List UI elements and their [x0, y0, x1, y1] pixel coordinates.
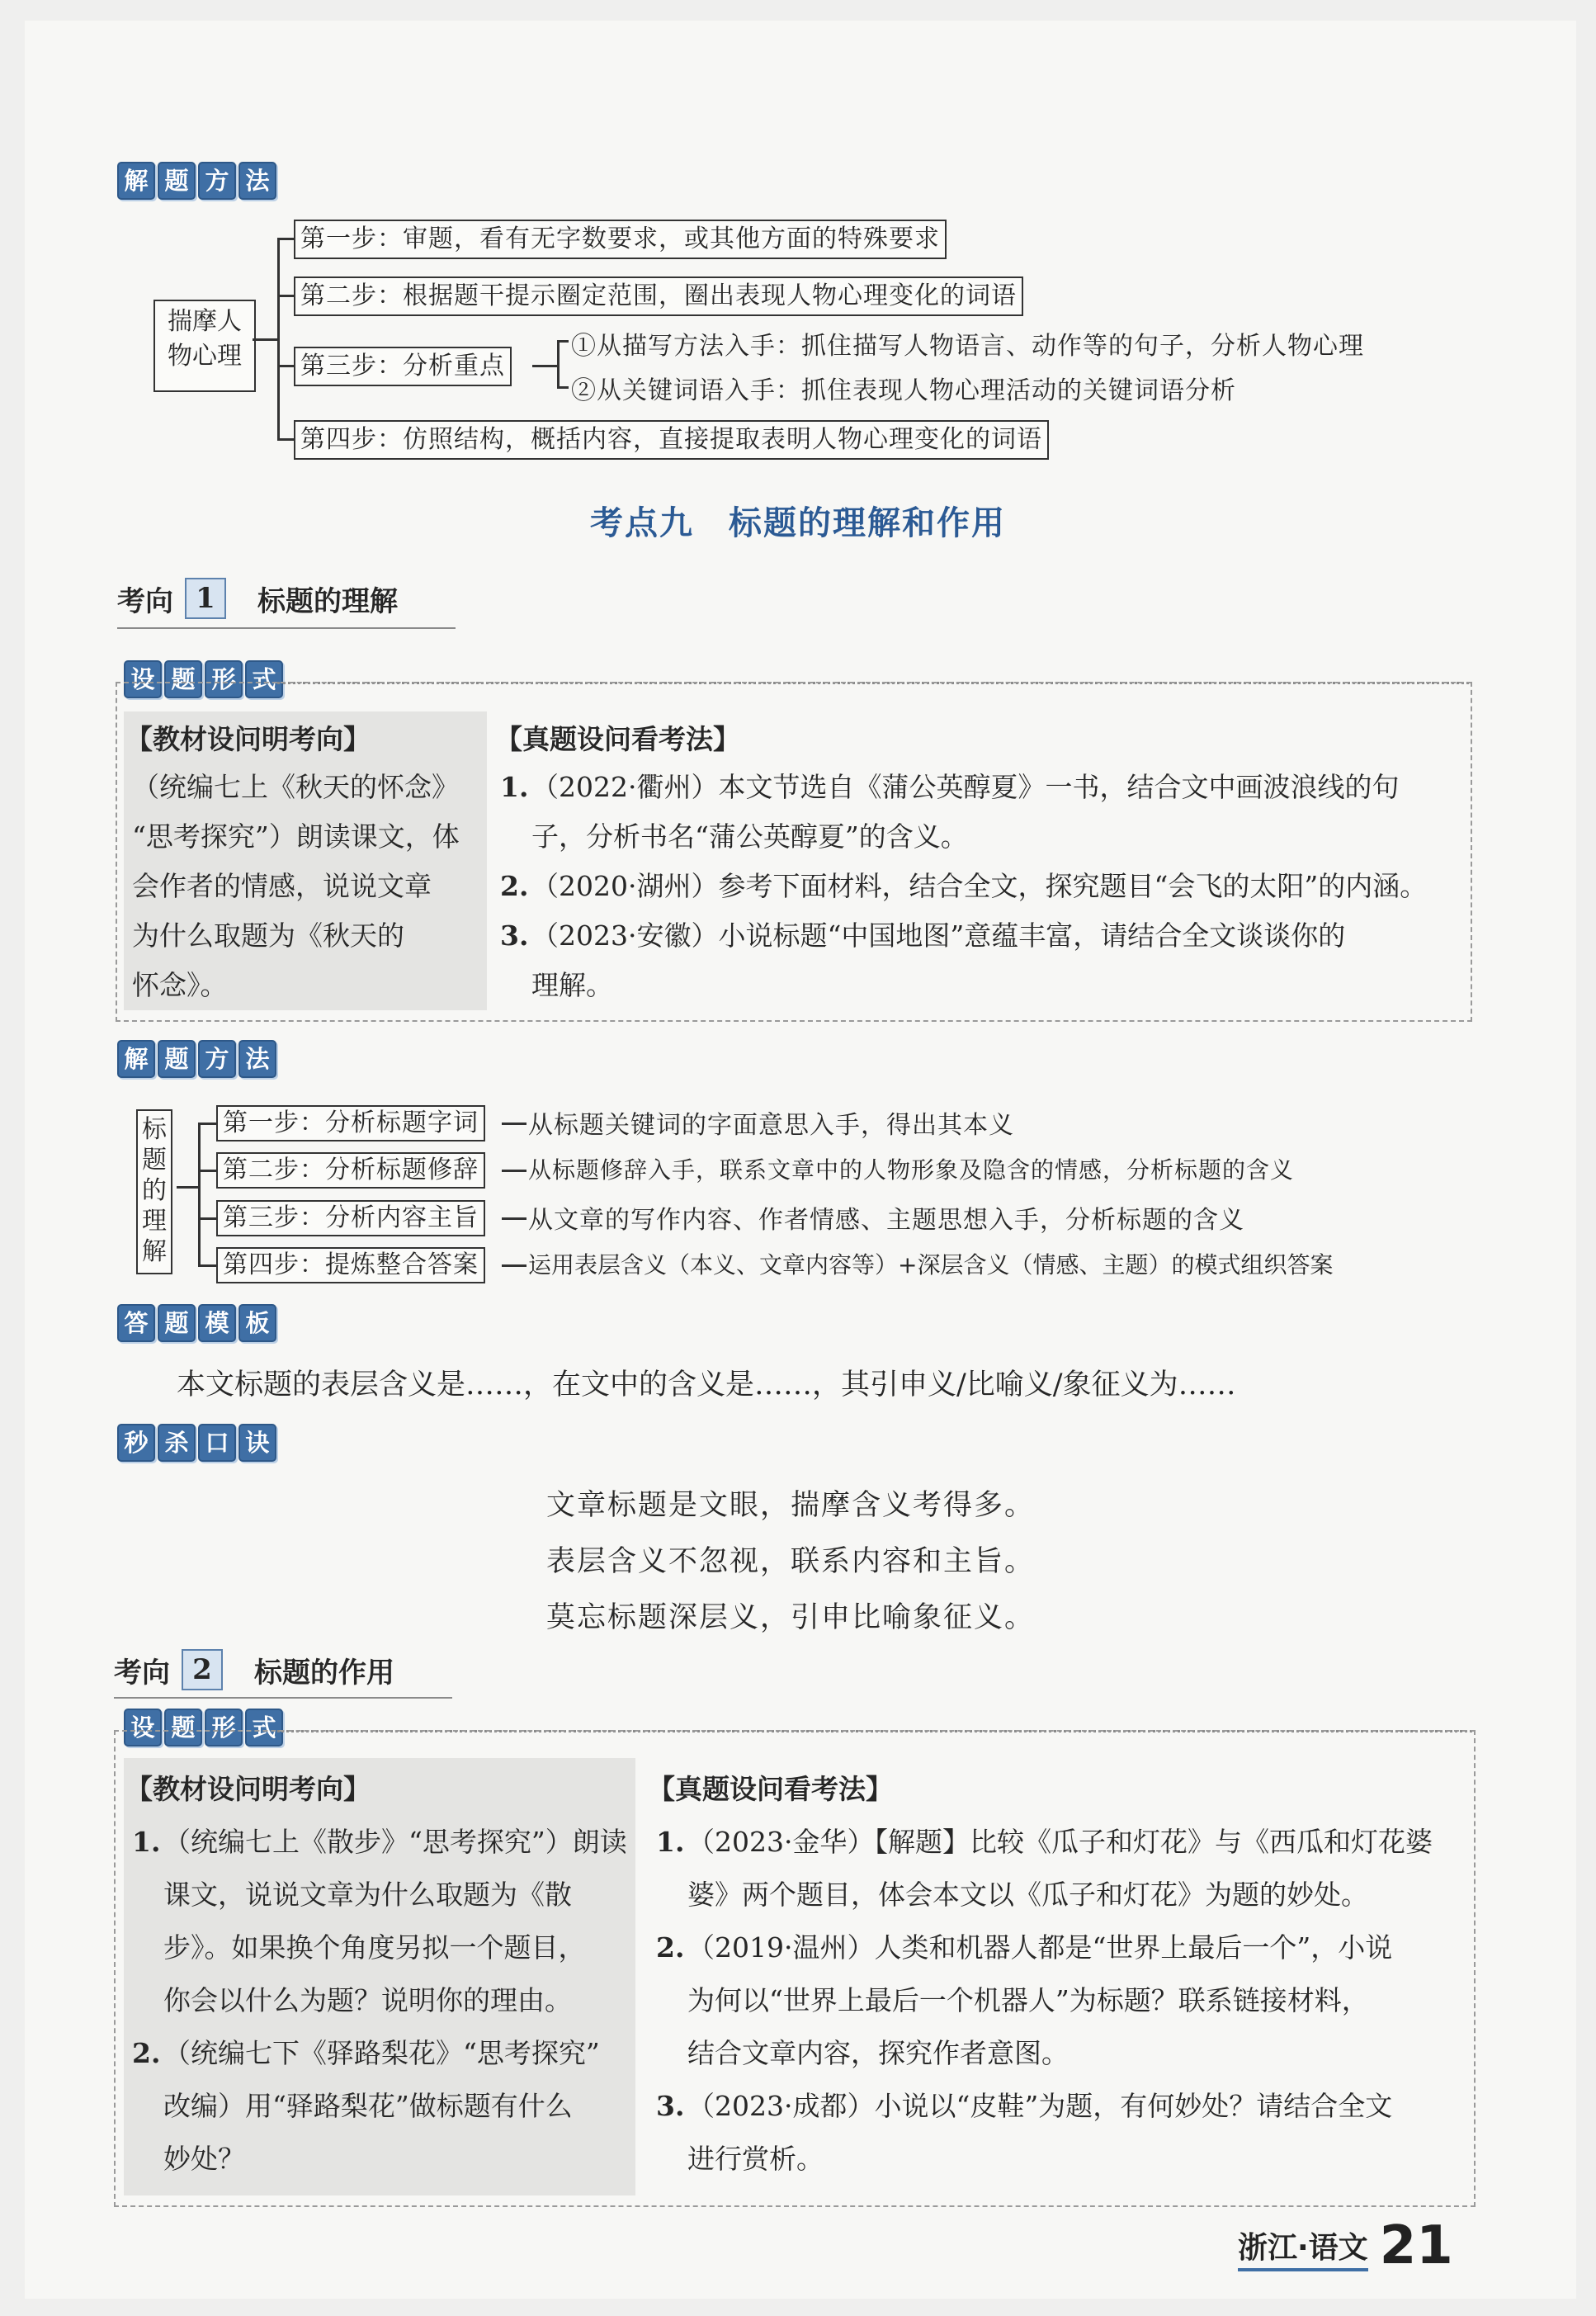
item-number: 2. [656, 1931, 685, 1964]
mind-map-step-desc: 从文章的写作内容、作者情感、主题思想入手，分析标题的含义 [528, 1206, 1244, 1235]
text-line: 妙处？ [163, 2143, 245, 2175]
exam-question-item [656, 1921, 1469, 2080]
badge-char: 题 [164, 1709, 202, 1746]
text-line: 怀念》。 [132, 969, 228, 1001]
text-line: （统编七上《散步》“思考探究”）朗读 [163, 1826, 627, 1858]
footer-subject: 浙江·语文 [1238, 2224, 1368, 2271]
kaoxiang-1-heading [117, 578, 398, 619]
badge-char: 形 [205, 660, 243, 698]
verse-line: 表层含义不忽视，联系内容和主旨。 [546, 1545, 1036, 1578]
vertical-root-text [138, 1114, 171, 1267]
badge-char: 式 [245, 1709, 283, 1746]
method-badge [117, 1040, 276, 1078]
textbook-question-item [132, 1816, 627, 2027]
badge-char: 口 [198, 1424, 236, 1462]
badge-char: 法 [238, 162, 276, 200]
badge-char: 题 [158, 1304, 196, 1342]
textbook-question-item [132, 2027, 627, 2186]
text-line: （2023·金华）【解题】比较《瓜子和灯花》与《西瓜和灯花婆 [687, 1826, 1433, 1858]
badge-char: 解 [117, 1040, 155, 1078]
mind-map-step: 第四步：提炼整合答案 [216, 1247, 485, 1283]
text-line: （2020·湖州）参考下面材料，结合全文，探究题目“会飞的太阳”的内涵。 [531, 870, 1428, 902]
page-number: 21 [1379, 2215, 1453, 2276]
kaoxiang-title: 标题的理解 [257, 584, 398, 618]
mind-map-root: 揣摩人物心理 [153, 300, 256, 392]
section-title: 考点九 标题的理解和作用 [590, 504, 1006, 542]
badge-char: 方 [198, 162, 236, 200]
text-line: 你会以什么为题？说明你的理由。 [163, 1984, 572, 2016]
badge-char: 诀 [238, 1424, 276, 1462]
mind-map-step-desc: 从标题关键词的字面意思入手，得出其本义 [528, 1111, 1014, 1140]
exam-question-item [656, 2080, 1469, 2186]
text-line: 为什么取题为《秋天的 [132, 919, 404, 952]
verse-line: 文章标题是文眼，揣摩含义考得多。 [546, 1489, 1036, 1522]
text-line: （2022·衢州）本文节选自《蒲公英醇夏》一书，结合文中画波浪线的句 [531, 771, 1400, 803]
badge-char: 板 [238, 1304, 276, 1342]
mind-map-root-vertical [136, 1109, 172, 1274]
exam-question-heading: 【真题设问看考法】 [495, 723, 740, 755]
text-line: 会作者的情感，说说文章 [132, 870, 432, 902]
mind-map-step: 第三步：分析重点 [294, 347, 512, 386]
vertical-char: 的 [142, 1176, 167, 1205]
text-line: （统编七上《秋天的怀念》 [132, 771, 459, 803]
exam-question-item [656, 1816, 1469, 1921]
exam-question-list [656, 1816, 1469, 2186]
badge-char: 法 [238, 1040, 276, 1078]
text-line: 进行赏析。 [687, 2143, 824, 2175]
badge-char: 设 [124, 660, 162, 698]
mind-map-substep: ②从关键词语入手：抓住表现人物心理活动的关键词语分析 [571, 376, 1236, 405]
mind-map-step: 第三步：分析内容主旨 [216, 1200, 485, 1236]
item-number: 2. [132, 2037, 161, 2069]
text-line: 子，分析书名“蒲公英醇夏”的含义。 [531, 820, 968, 853]
text-line: “思考探究”）朗读课文，体 [132, 820, 460, 853]
template-badge [117, 1304, 276, 1342]
textbook-question-heading: 【教材设问明考向】 [125, 1773, 371, 1805]
vertical-char: 标 [142, 1115, 167, 1144]
badge-char: 式 [245, 660, 283, 698]
vertical-char: 题 [142, 1146, 167, 1175]
kaoxiang-label: 考向 [114, 1656, 170, 1690]
text-line: 步》。如果换个角度另拟一个题目， [163, 1931, 586, 1964]
badge-char: 解 [117, 162, 155, 200]
text-line: 婆》两个题目，体会本文以《瓜子和灯花》为题的妙处。 [687, 1879, 1368, 1911]
badge-char: 答 [117, 1304, 155, 1342]
kaoxiang-title: 标题的作用 [254, 1656, 394, 1690]
kaoxiang-number: 1 [185, 578, 226, 619]
text-line: 为何以“世界上最后一个机器人”为标题？联系链接材料， [687, 1984, 1369, 2016]
item-number: 1. [500, 771, 529, 803]
kaoxiang-2-heading [114, 1649, 394, 1690]
badge-char: 题 [164, 660, 202, 698]
text-line: 结合文章内容，探究作者意图。 [687, 2037, 1069, 2069]
badge-char: 题 [158, 1040, 196, 1078]
vertical-char: 解 [142, 1237, 167, 1266]
text-line: 课文，说说文章为什么取题为《散 [163, 1879, 572, 1911]
exam-question-list [500, 763, 1466, 1010]
badge-char: 杀 [158, 1424, 196, 1462]
verse-line: 莫忘标题深层义，引申比喻象征义。 [546, 1601, 1036, 1634]
text-line: （2023·安徽）小说标题“中国地图”意蕴丰富，请结合全文谈谈你的 [531, 919, 1346, 952]
exam-question-heading: 【真题设问看考法】 [648, 1773, 893, 1805]
exam-question-item [500, 862, 1466, 911]
badge-char: 方 [198, 1040, 236, 1078]
mind-map-step-desc: 从标题修辞入手，联系文章中的人物形象及隐含的情感，分析标题的含义 [528, 1156, 1295, 1184]
answer-template-text: 本文标题的表层含义是……，在文中的含义是……，其引申义/比喻义/象征义为…… [177, 1368, 1236, 1401]
text-line: （2023·成都）小说以“皮鞋”为题，有何妙处？请结合全文 [687, 2090, 1393, 2122]
page-footer [1238, 2215, 1453, 2276]
mind-map-substep: ①从描写方法入手：抓住描写人物语言、动作等的句子，分析人物心理 [571, 332, 1364, 361]
mnemonic-badge [117, 1424, 276, 1462]
text-line: 改编）用“驿路梨花”做标题有什么 [163, 2090, 573, 2122]
mnemonic-verse [546, 1477, 1035, 1646]
badge-char: 设 [124, 1709, 162, 1746]
item-number: 2. [500, 870, 529, 902]
badge-char: 形 [205, 1709, 243, 1746]
badge-char: 题 [158, 162, 196, 200]
mind-map-step: 第一步：审题，看有无字数要求，或其他方面的特殊要求 [294, 220, 947, 259]
item-number: 3. [656, 2090, 685, 2122]
textbook-question-list [132, 1816, 627, 2186]
kaoxiang-number: 2 [182, 1649, 223, 1690]
exam-question-item [500, 763, 1466, 862]
item-number: 3. [500, 919, 529, 952]
mind-map-step: 第二步：分析标题修辞 [216, 1152, 485, 1189]
text-line: 理解。 [531, 969, 613, 1001]
badge-char: 秒 [117, 1424, 155, 1462]
mind-map-step-desc: 运用表层含义（本义、文章内容等）+深层含义（情感、主题）的模式组织答案 [528, 1251, 1334, 1279]
kaoxiang-label: 考向 [117, 584, 173, 618]
exam-question-item [500, 911, 1466, 1010]
mind-map-step: 第二步：根据题干提示圈定范围，圈出表现人物心理变化的词语 [294, 277, 1023, 316]
method-badge [117, 162, 276, 200]
textbook-question-text [132, 763, 460, 1010]
text-line: （统编七下《驿路梨花》“思考探究” [163, 2037, 600, 2069]
vertical-char: 理 [142, 1207, 167, 1236]
item-number: 1. [656, 1826, 685, 1858]
text-line: （2019·温州）人类和机器人都是“世界上最后一个”，小说 [687, 1931, 1393, 1964]
item-number: 1. [132, 1826, 161, 1858]
textbook-question-heading: 【教材设问明考向】 [125, 723, 371, 755]
mind-map-step: 第四步：仿照结构，概括内容，直接提取表明人物心理变化的词语 [294, 420, 1049, 460]
mind-map-step: 第一步：分析标题字词 [216, 1105, 485, 1141]
badge-char: 模 [198, 1304, 236, 1342]
